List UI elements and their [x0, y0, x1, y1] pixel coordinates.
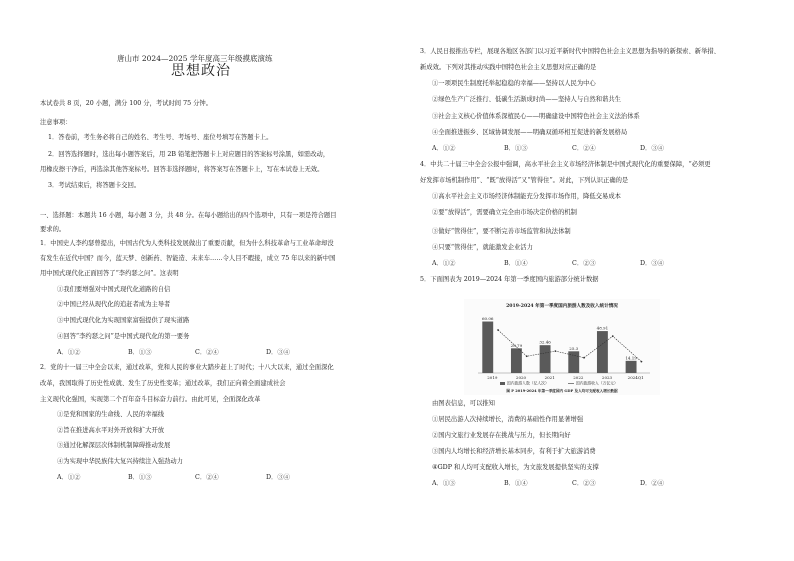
section-heading-cont: 要求的。 — [40, 226, 66, 233]
x-tick-label: 2020 — [515, 375, 527, 380]
option-statement: ③国内人均增长和经济增长基本同步，有利于扩大旅游消费 — [432, 448, 596, 455]
choice-b: B．①④ — [504, 480, 528, 487]
data-label: 48.91 — [596, 325, 609, 331]
choice-a: A．①② — [432, 260, 456, 267]
option-statement: ④只要“管得住”，就能激发企业活力 — [432, 244, 533, 251]
bar — [540, 345, 551, 373]
choice-c: C．②④ — [195, 349, 219, 356]
note-item: 1．答卷前，考生务必将自己的姓名、考生号、考场号、座位号填写在答题卡上。 — [48, 134, 273, 141]
bar — [626, 361, 637, 373]
data-label: 25.3 — [569, 345, 579, 351]
question-line: 1．中国史人李约瑟曾提出，中国古代为人类科技发展做出了重要贡献，但为什么科技革命与工业革命却没 — [40, 240, 334, 247]
choice-b: B．①④ — [504, 260, 528, 267]
option-statement: ②国内文旅行业发展存在挑战与压力，但长期向好 — [432, 432, 571, 439]
choice-c: C．②③ — [572, 480, 596, 487]
choice-a: A．①② — [57, 349, 81, 356]
choice-c: C．②④ — [195, 474, 219, 481]
question-line: 5．下面图表为 2019—2024 年第一季度国内旅游部分统计数据 — [420, 276, 599, 283]
choice-d: D．②④ — [640, 480, 664, 487]
series-point — [583, 357, 585, 359]
choice-b: B．①③ — [128, 349, 152, 356]
option-statement: ①我们要增强对中国式现代化道路的自信 — [57, 286, 171, 293]
choice-c: C．②④ — [572, 145, 596, 152]
chart-title: 2019-2024 年第一季度国内旅游人数及收入统计情况 — [506, 304, 618, 309]
option-statement: ③做好“管得住”，要不断完善市场监管和执法体制 — [432, 228, 571, 235]
bar — [597, 331, 608, 373]
data-label: 28.79 — [510, 342, 523, 348]
question-lead: 由图表信息，可以推知 — [432, 400, 495, 407]
legend-label: 国内旅游人数（亿人次） — [507, 380, 549, 386]
option-statement: ①是党和国家的生命线、人民的幸福线 — [57, 411, 165, 418]
question-line: 新成效。下列对其推动实践中国特色社会主义思想对应正确的是 — [420, 64, 597, 71]
option-statement: ①一项项民生制度托举起稳稳的幸福——坚持以人民为中心 — [432, 80, 596, 87]
bar — [511, 348, 522, 373]
x-tick-label: 2023 — [601, 375, 613, 380]
option-statement: ④GDP 和人均可支配收入增长，为文旅发展提供坚实的支撑 — [432, 464, 599, 471]
x-tick-label: 2019 — [487, 375, 498, 380]
series-point — [612, 335, 614, 337]
bar — [482, 322, 493, 373]
option-statement: ④为实现中华民族伟大复兴持续注入强劲动力 — [57, 458, 183, 465]
option-statement: ①高水平社会主义市场经济体制能充分发挥市场作用，降低交易成本 — [432, 193, 621, 200]
question-line: 改革，我国取得了历史性成就、发生了历史性变革；通过改革，我们正向着全面建成社会 — [40, 380, 286, 387]
choice-b: B．①③ — [128, 474, 152, 481]
data-label: 32.46 — [539, 339, 551, 345]
subject-title: 思想政治 — [171, 63, 231, 79]
x-tick-label: 2024Q1 — [627, 375, 644, 380]
option-statement: ②要“放得活”，需要确立完全由市场决定价格的机制 — [432, 209, 577, 216]
question-line: 2．党的十一届三中全会以来，通过改革，党和人民的事业大踏步赶上了时代；十八大以来，通过全面深化 — [40, 364, 334, 371]
section-heading: 一、选择题：本题共 16 小题，每小题 3 分，共 48 分。在每小题给出的四个选项中，只有一项是符合题目 — [40, 212, 337, 219]
series-point — [526, 355, 528, 357]
note-item: 3．考试结束后，将答题卡交回。 — [48, 182, 141, 189]
question-line: 主义现代化强国，实现第二个百年奋斗目标奋力前行。由此可见，全面深化改革 — [40, 396, 261, 403]
question-line: 用中国式现代化正面回答了“李约瑟之问”。这表明 — [40, 270, 179, 277]
choice-d: D．③④ — [266, 474, 290, 481]
x-tick-label: 2021 — [544, 375, 555, 380]
note-item: 用橡皮擦干净后，再选涂其他答案标号。回答非选择题时，将答案写在答题卡上，写在本试卷上无效。 — [40, 166, 324, 173]
option-statement: ③通过化解深层次体制机制障碍推动发展 — [57, 442, 171, 449]
tourism-chart — [464, 299, 660, 395]
choice-d: D．③④ — [640, 145, 664, 152]
choice-c: C．②③ — [572, 260, 596, 267]
choice-b: B．①③ — [504, 145, 528, 152]
option-statement: ③中国式现代化为实现国家富强提供了现实道路 — [57, 317, 190, 324]
notes-heading: 注意事项： — [40, 119, 72, 126]
choice-a: A．①② — [57, 474, 81, 481]
choice-d: D．③④ — [266, 349, 290, 356]
option-statement: ④回答“李约瑟之问”是中国式现代化的第一要务 — [57, 333, 190, 340]
exam-title: 唐山市 2024—2025 学年度高三年级摸底演练 — [117, 54, 273, 63]
exam-intro: 本试卷共 8 页，20 小题，满分 100 分，考试时间 75 分钟。 — [40, 100, 212, 107]
choice-d: D．③④ — [640, 260, 664, 267]
data-label: 60.06 — [482, 316, 494, 322]
x-tick-label: 2022 — [573, 375, 584, 380]
question-line: 有发生在近代中国？而今，蓝天梦、创新药、智能造、未来车……令人目不暇接，成立 75 年以来的新中国 — [40, 255, 336, 262]
option-statement: ②中国已经从现代化的追赶者成为主导者 — [57, 301, 171, 308]
choice-a: A．①② — [432, 145, 456, 152]
note-item: 2．回答选择题时，选出每小题答案后，用 2B 铅笔把答题卡上对应题目的答案标号涂黑，如需改动， — [48, 151, 330, 158]
question-line: 好发挥市场机制作用”、“既“放得活”又“管得住”。对此，下列认识正确的是 — [420, 177, 629, 184]
chart-svg — [464, 299, 660, 395]
question-line: 3．人民日报推出专栏，展现各地区各部门以习近平新时代中国特色社会主义思想为指导的新探索、新举措、 — [420, 48, 720, 55]
chart-caption: 图 P 2019-2024 年第一季度国内 GDP 及人均可支配收入增长数据 — [506, 389, 618, 393]
option-statement: ③社会主义核心价值体系深植民心——明确建设中国特色社会主义法治体系 — [432, 113, 640, 120]
choice-a: A．①③ — [432, 480, 456, 487]
legend-label: 国内旅游收入（万亿元） — [576, 380, 618, 386]
option-statement: ①居民出游人次持续增长，消费的基础性作用显著增强 — [432, 416, 584, 423]
legend-swatch — [500, 382, 505, 385]
option-statement: ④全面推进振乡、区域协调发展——明确双循环相互促进的新发展格局 — [432, 129, 628, 136]
data-label: 14.19 — [625, 355, 637, 361]
option-statement: ②绿色生产广泛推行、低碳生活渐成时尚——坚持人与自然和谐共生 — [432, 96, 621, 103]
series-point — [497, 329, 499, 331]
option-statement: ②旨在推进高水平对外开放和扩大开放 — [57, 427, 165, 434]
series-point — [555, 350, 557, 352]
question-line: 4．中共二十届三中全会公报中强调，高水平社会主义市场经济体制是中国式现代化的重要保障，“必须更 — [420, 161, 711, 168]
series-point — [641, 361, 643, 363]
